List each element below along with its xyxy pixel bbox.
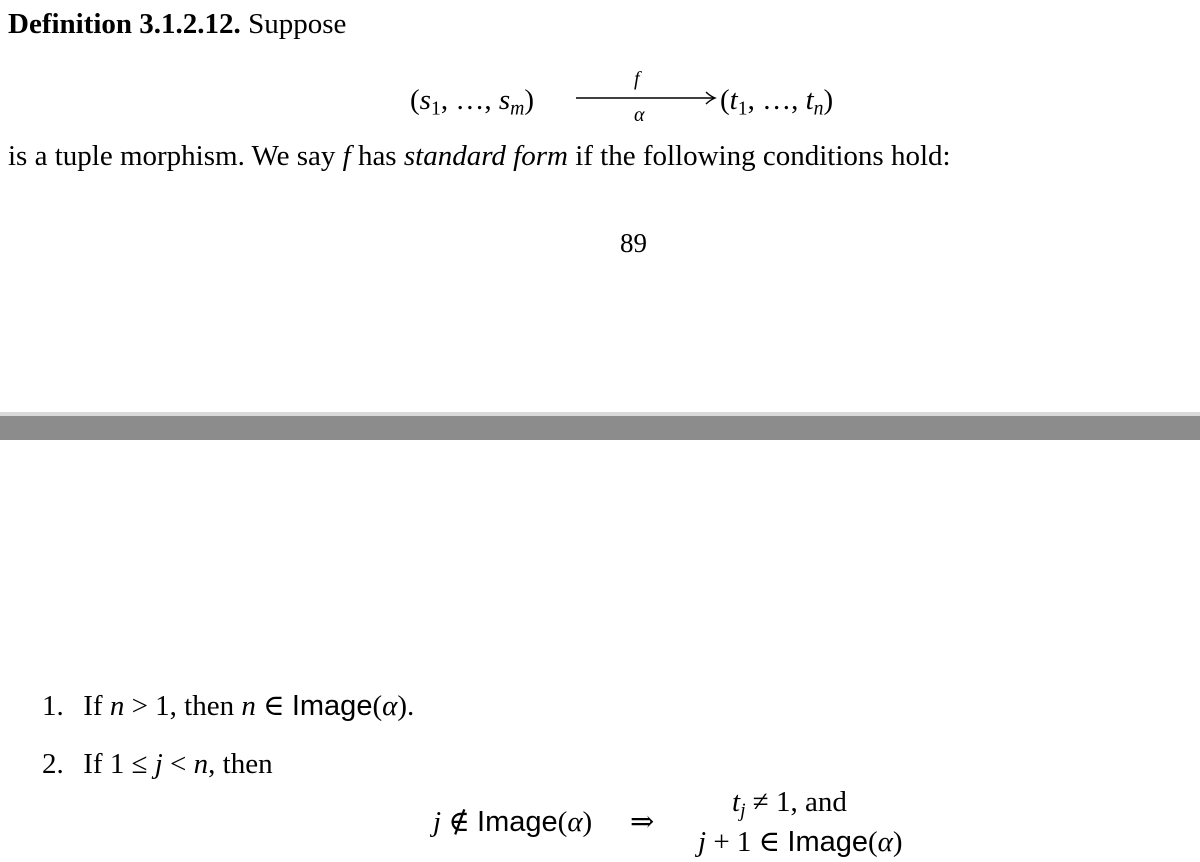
list-number: 2. bbox=[42, 748, 64, 780]
morphism-arrow bbox=[570, 80, 720, 120]
page-break-separator bbox=[0, 416, 1200, 440]
definition-label: Definition 3.1.2.12. bbox=[8, 8, 241, 40]
definition-intro: Suppose bbox=[248, 8, 347, 40]
definition-heading bbox=[8, 10, 346, 39]
condition-item-1: 1. If n > 1, then n ∈ Image(α). bbox=[42, 690, 415, 722]
equation-domain-tuple: ($s_1$, …, $s_m$) bbox=[410, 84, 535, 120]
list-number: 1. bbox=[42, 690, 64, 722]
condition-2-rhs-line-1: $t_j \ne 1$, and bbox=[732, 786, 847, 822]
arrow-label-f: f bbox=[634, 68, 640, 90]
arrow-label-alpha: α bbox=[634, 104, 645, 126]
condition-2-lhs: j ∉ Image(α) bbox=[433, 806, 593, 838]
definition-sentence: is a tuple morphism. We say f has standard form if the following conditions hold: bbox=[8, 140, 951, 172]
condition-2-rhs-line-2: j + 1 ∈ Image(α) bbox=[698, 826, 903, 858]
emphasized-term: standard form bbox=[403, 140, 568, 172]
implies-symbol: ⇒ bbox=[630, 806, 655, 838]
condition-item-2: 2. If 1 ≤ j < n, then bbox=[42, 748, 273, 780]
page-number: 89 bbox=[620, 228, 647, 258]
equation-codomain-tuple: ($t_1$, …, $t_n$) bbox=[720, 84, 834, 120]
